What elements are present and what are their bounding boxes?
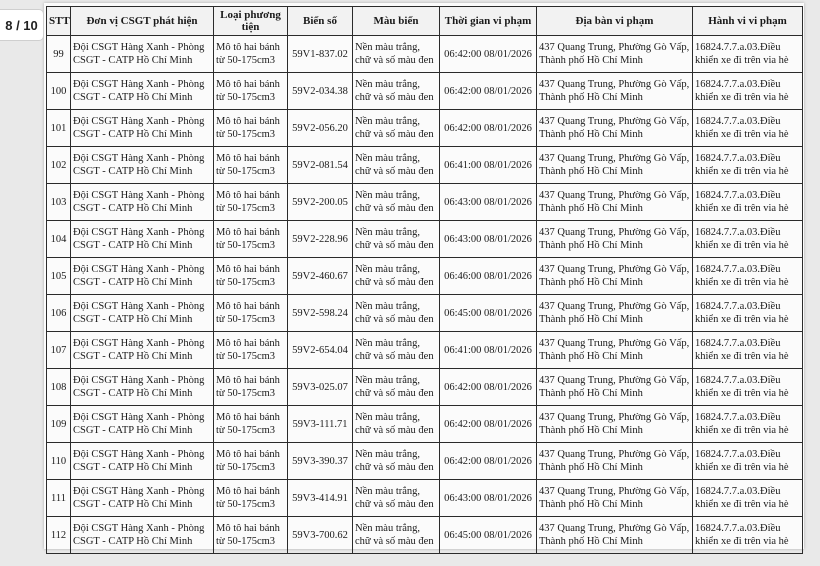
cell-unit: Đội CSGT Hàng Xanh - Phòng CSGT - CATP Hồ Chí Minh [71, 295, 214, 332]
cell-plate: 59V2-034.38 [288, 73, 353, 110]
cell-unit: Đội CSGT Hàng Xanh - Phòng CSGT - CATP Hồ Chí Minh [71, 406, 214, 443]
cell-vehicle: Mô tô hai bánh từ 50-175cm3 [214, 258, 288, 295]
cell-plate: 59V2-228.96 [288, 221, 353, 258]
cell-plate: 59V2-654.04 [288, 332, 353, 369]
cell-time: 06:43:00 08/01/2026 [440, 184, 537, 221]
cell-stt: 109 [47, 406, 71, 443]
cell-plate-color: Nền màu trắng, chữ và số màu đen [353, 184, 440, 221]
cell-plate-color: Nền màu trắng, chữ và số màu đen [353, 332, 440, 369]
cell-plate-color: Nền màu trắng, chữ và số màu đen [353, 295, 440, 332]
header-plate: Biển số [288, 7, 353, 36]
table-row [47, 73, 803, 110]
cell-vehicle: Mô tô hai bánh từ 50-175cm3 [214, 73, 288, 110]
cell-stt: 104 [47, 221, 71, 258]
cell-location: 437 Quang Trung, Phường Gò Vấp, Thành phố Hồ Chí Minh [537, 110, 693, 147]
table-row [47, 295, 803, 332]
table-row [47, 110, 803, 147]
cell-time: 06:41:00 08/01/2026 [440, 147, 537, 184]
cell-plate-color: Nền màu trắng, chữ và số màu đen [353, 517, 440, 554]
cell-vehicle: Mô tô hai bánh từ 50-175cm3 [214, 221, 288, 258]
cell-stt: 110 [47, 443, 71, 480]
cell-location: 437 Quang Trung, Phường Gò Vấp, Thành phố Hồ Chí Minh [537, 295, 693, 332]
cell-unit: Đội CSGT Hàng Xanh - Phòng CSGT - CATP Hồ Chí Minh [71, 480, 214, 517]
cell-time: 06:42:00 08/01/2026 [440, 406, 537, 443]
cell-stt: 105 [47, 258, 71, 295]
cell-plate: 59V3-390.37 [288, 443, 353, 480]
cell-unit: Đội CSGT Hàng Xanh - Phòng CSGT - CATP Hồ Chí Minh [71, 73, 214, 110]
table-row [47, 147, 803, 184]
cell-violation: 16824.7.7.a.03.Điều khiển xe đi trên via hè [693, 369, 803, 406]
cell-time: 06:42:00 08/01/2026 [440, 36, 537, 73]
cell-time: 06:45:00 08/01/2026 [440, 517, 537, 554]
table-row [47, 332, 803, 369]
cell-stt: 112 [47, 517, 71, 554]
page-indicator[interactable]: 8 / 10 [0, 9, 44, 41]
cell-time: 06:45:00 08/01/2026 [440, 295, 537, 332]
cell-plate: 59V2-460.67 [288, 258, 353, 295]
cell-time: 06:42:00 08/01/2026 [440, 369, 537, 406]
cell-stt: 108 [47, 369, 71, 406]
cell-plate-color: Nền màu trắng, chữ và số màu đen [353, 480, 440, 517]
cell-plate-color: Nền màu trắng, chữ và số màu đen [353, 258, 440, 295]
cell-plate: 59V1-837.02 [288, 36, 353, 73]
cell-stt: 106 [47, 295, 71, 332]
cell-location: 437 Quang Trung, Phường Gò Vấp, Thành phố Hồ Chí Minh [537, 36, 693, 73]
cell-unit: Đội CSGT Hàng Xanh - Phòng CSGT - CATP Hồ Chí Minh [71, 332, 214, 369]
cell-vehicle: Mô tô hai bánh từ 50-175cm3 [214, 295, 288, 332]
cell-time: 06:42:00 08/01/2026 [440, 73, 537, 110]
cell-location: 437 Quang Trung, Phường Gò Vấp, Thành phố Hồ Chí Minh [537, 332, 693, 369]
cell-unit: Đội CSGT Hàng Xanh - Phòng CSGT - CATP Hồ Chí Minh [71, 36, 214, 73]
cell-stt: 102 [47, 147, 71, 184]
cell-violation: 16824.7.7.a.03.Điều khiển xe đi trên via hè [693, 406, 803, 443]
table-row [47, 517, 803, 554]
cell-time: 06:43:00 08/01/2026 [440, 480, 537, 517]
cell-plate-color: Nền màu trắng, chữ và số màu đen [353, 147, 440, 184]
header-plate-color: Màu biển [353, 7, 440, 36]
table-row [47, 258, 803, 295]
cell-plate-color: Nền màu trắng, chữ và số màu đen [353, 369, 440, 406]
header-vehicle: Loại phương tiện [214, 7, 288, 36]
cell-violation: 16824.7.7.a.03.Điều khiển xe đi trên via hè [693, 73, 803, 110]
cell-vehicle: Mô tô hai bánh từ 50-175cm3 [214, 517, 288, 554]
header-unit: Đơn vị CSGT phát hiện [71, 7, 214, 36]
cell-vehicle: Mô tô hai bánh từ 50-175cm3 [214, 443, 288, 480]
cell-unit: Đội CSGT Hàng Xanh - Phòng CSGT - CATP Hồ Chí Minh [71, 369, 214, 406]
cell-unit: Đội CSGT Hàng Xanh - Phòng CSGT - CATP Hồ Chí Minh [71, 443, 214, 480]
cell-time: 06:43:00 08/01/2026 [440, 221, 537, 258]
cell-plate: 59V3-025.07 [288, 369, 353, 406]
cell-location: 437 Quang Trung, Phường Gò Vấp, Thành phố Hồ Chí Minh [537, 258, 693, 295]
table-row [47, 480, 803, 517]
violations-table [46, 6, 803, 554]
cell-unit: Đội CSGT Hàng Xanh - Phòng CSGT - CATP Hồ Chí Minh [71, 147, 214, 184]
cell-vehicle: Mô tô hai bánh từ 50-175cm3 [214, 406, 288, 443]
cell-unit: Đội CSGT Hàng Xanh - Phòng CSGT - CATP Hồ Chí Minh [71, 517, 214, 554]
cell-plate-color: Nền màu trắng, chữ và số màu đen [353, 73, 440, 110]
cell-vehicle: Mô tô hai bánh từ 50-175cm3 [214, 480, 288, 517]
header-location: Địa bàn vi phạm [537, 7, 693, 36]
table-row [47, 184, 803, 221]
cell-plate-color: Nền màu trắng, chữ và số màu đen [353, 406, 440, 443]
cell-violation: 16824.7.7.a.03.Điều khiển xe đi trên via hè [693, 221, 803, 258]
cell-unit: Đội CSGT Hàng Xanh - Phòng CSGT - CATP Hồ Chí Minh [71, 184, 214, 221]
cell-time: 06:46:00 08/01/2026 [440, 258, 537, 295]
cell-vehicle: Mô tô hai bánh từ 50-175cm3 [214, 36, 288, 73]
cell-unit: Đội CSGT Hàng Xanh - Phòng CSGT - CATP Hồ Chí Minh [71, 221, 214, 258]
cell-violation: 16824.7.7.a.03.Điều khiển xe đi trên via hè [693, 332, 803, 369]
table-row [47, 369, 803, 406]
cell-vehicle: Mô tô hai bánh từ 50-175cm3 [214, 147, 288, 184]
cell-unit: Đội CSGT Hàng Xanh - Phòng CSGT - CATP Hồ Chí Minh [71, 110, 214, 147]
cell-plate: 59V3-111.71 [288, 406, 353, 443]
cell-plate-color: Nền màu trắng, chữ và số màu đen [353, 443, 440, 480]
cell-location: 437 Quang Trung, Phường Gò Vấp, Thành phố Hồ Chí Minh [537, 184, 693, 221]
cell-violation: 16824.7.7.a.03.Điều khiển xe đi trên via hè [693, 258, 803, 295]
cell-location: 437 Quang Trung, Phường Gò Vấp, Thành phố Hồ Chí Minh [537, 73, 693, 110]
cell-location: 437 Quang Trung, Phường Gò Vấp, Thành phố Hồ Chí Minh [537, 221, 693, 258]
cell-time: 06:42:00 08/01/2026 [440, 110, 537, 147]
cell-violation: 16824.7.7.a.03.Điều khiển xe đi trên via hè [693, 36, 803, 73]
cell-stt: 100 [47, 73, 71, 110]
cell-stt: 99 [47, 36, 71, 73]
header-time: Thời gian vi phạm [440, 7, 537, 36]
cell-plate: 59V3-700.62 [288, 517, 353, 554]
cell-plate-color: Nền màu trắng, chữ và số màu đen [353, 110, 440, 147]
cell-violation: 16824.7.7.a.03.Điều khiển xe đi trên via hè [693, 517, 803, 554]
cell-stt: 107 [47, 332, 71, 369]
table-row [47, 406, 803, 443]
cell-violation: 16824.7.7.a.03.Điều khiển xe đi trên via hè [693, 184, 803, 221]
cell-stt: 101 [47, 110, 71, 147]
cell-location: 437 Quang Trung, Phường Gò Vấp, Thành phố Hồ Chí Minh [537, 443, 693, 480]
cell-plate: 59V2-598.24 [288, 295, 353, 332]
cell-violation: 16824.7.7.a.03.Điều khiển xe đi trên via hè [693, 295, 803, 332]
cell-vehicle: Mô tô hai bánh từ 50-175cm3 [214, 369, 288, 406]
cell-plate: 59V3-414.91 [288, 480, 353, 517]
header-stt: STT [47, 7, 71, 36]
cell-plate: 59V2-081.54 [288, 147, 353, 184]
cell-violation: 16824.7.7.a.03.Điều khiển xe đi trên via hè [693, 443, 803, 480]
table-row [47, 36, 803, 73]
cell-vehicle: Mô tô hai bánh từ 50-175cm3 [214, 332, 288, 369]
cell-plate-color: Nền màu trắng, chữ và số màu đen [353, 36, 440, 73]
cell-violation: 16824.7.7.a.03.Điều khiển xe đi trên via hè [693, 110, 803, 147]
cell-violation: 16824.7.7.a.03.Điều khiển xe đi trên via hè [693, 480, 803, 517]
cell-location: 437 Quang Trung, Phường Gò Vấp, Thành phố Hồ Chí Minh [537, 517, 693, 554]
cell-stt: 111 [47, 480, 71, 517]
header-violation: Hành vi vi phạm [693, 7, 803, 36]
cell-location: 437 Quang Trung, Phường Gò Vấp, Thành phố Hồ Chí Minh [537, 480, 693, 517]
cell-location: 437 Quang Trung, Phường Gò Vấp, Thành phố Hồ Chí Minh [537, 147, 693, 184]
cell-unit: Đội CSGT Hàng Xanh - Phòng CSGT - CATP Hồ Chí Minh [71, 258, 214, 295]
cell-plate: 59V2-200.05 [288, 184, 353, 221]
table-row [47, 221, 803, 258]
cell-location: 437 Quang Trung, Phường Gò Vấp, Thành phố Hồ Chí Minh [537, 369, 693, 406]
cell-plate-color: Nền màu trắng, chữ và số màu đen [353, 221, 440, 258]
cell-location: 437 Quang Trung, Phường Gò Vấp, Thành phố Hồ Chí Minh [537, 406, 693, 443]
cell-vehicle: Mô tô hai bánh từ 50-175cm3 [214, 110, 288, 147]
cell-vehicle: Mô tô hai bánh từ 50-175cm3 [214, 184, 288, 221]
cell-plate: 59V2-056.20 [288, 110, 353, 147]
table-row [47, 443, 803, 480]
cell-time: 06:42:00 08/01/2026 [440, 443, 537, 480]
table-header-row [47, 7, 803, 36]
cell-stt: 103 [47, 184, 71, 221]
cell-violation: 16824.7.7.a.03.Điều khiển xe đi trên via hè [693, 147, 803, 184]
cell-time: 06:41:00 08/01/2026 [440, 332, 537, 369]
